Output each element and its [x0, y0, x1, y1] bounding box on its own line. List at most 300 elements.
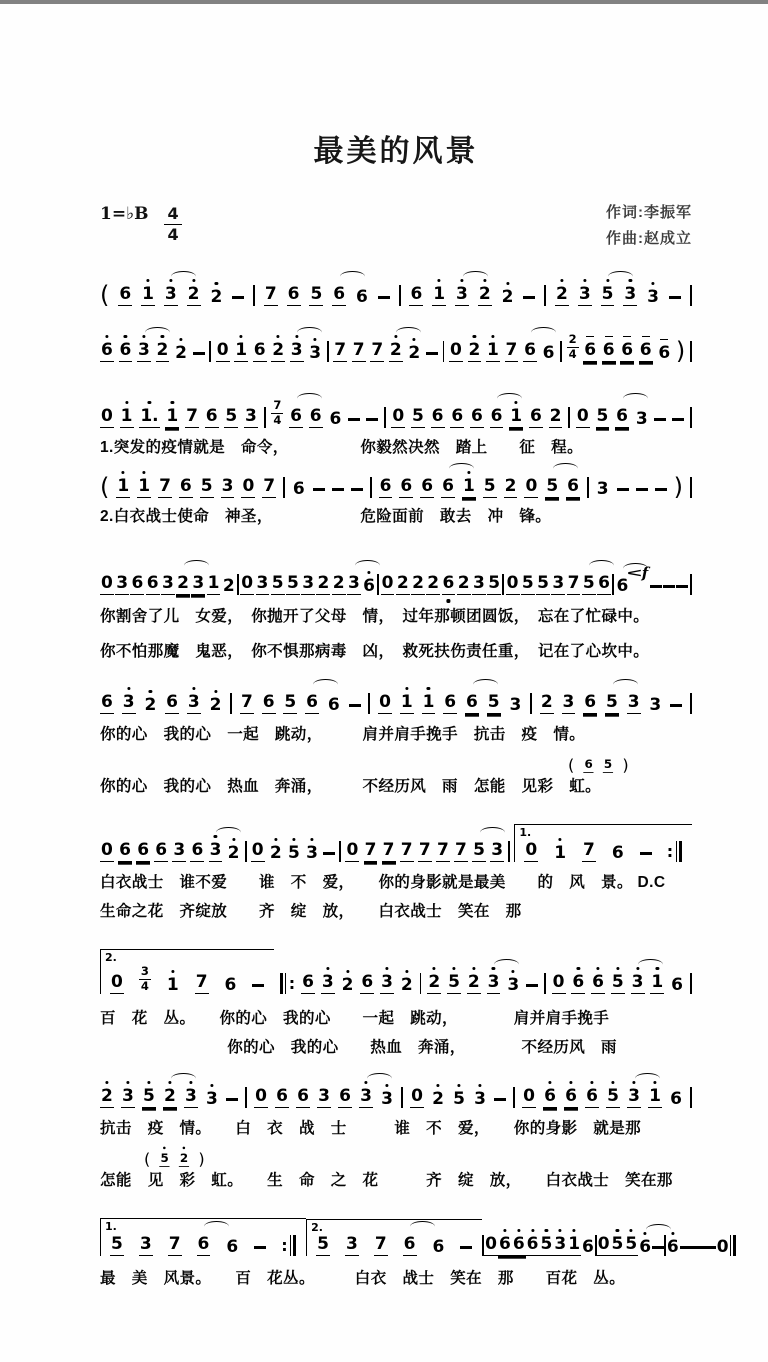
da-glyph [478, 1084, 481, 1087]
dashn-glyph [226, 1098, 238, 1100]
note-glyph: 3 [491, 839, 504, 860]
note-glyph: 6 [567, 475, 579, 496]
da-glyph [277, 335, 280, 338]
da-glyph [438, 279, 441, 282]
note-glyph: 6 [611, 842, 624, 863]
da-glyph [549, 1081, 552, 1084]
dashn-glyph [323, 852, 335, 854]
rcolon-glyph: : [288, 973, 296, 993]
dashn-glyph [640, 852, 652, 854]
note-glyph: 7 [374, 1233, 387, 1254]
note-glyph: 2 [163, 1088, 177, 1108]
da-glyph [274, 838, 277, 841]
lyrics-4a: 你的心 我的心 一起 跳动， 肩并肩手挽手 抗击 疫 情。 [100, 725, 586, 743]
ts-glyph [271, 397, 283, 427]
da-glyph [125, 401, 128, 404]
note-glyph: 6 [119, 342, 133, 362]
note-glyph: 2 [396, 572, 409, 593]
note-glyph: 5 [596, 405, 609, 426]
note-glyph: 1. [139, 408, 159, 428]
note-glyph: 7 [334, 339, 347, 360]
bar-glyph [384, 407, 386, 428]
note-glyph: 2 [389, 342, 403, 362]
fbar-glyph [290, 1235, 296, 1256]
da-glyph [503, 1229, 506, 1232]
arc-glyph [480, 827, 505, 838]
da-glyph [452, 967, 455, 970]
dashn-glyph [526, 984, 538, 986]
note-glyph: 2 [400, 977, 414, 994]
note-glyph: 7 [186, 405, 198, 426]
bar-glyph [690, 574, 692, 595]
note-glyph: 5 [284, 691, 297, 712]
da-glyph [517, 1229, 520, 1232]
note-glyph: 6 [276, 1085, 288, 1106]
note-glyph: 1 [509, 408, 523, 428]
meter-denominator: 4 [167, 224, 179, 244]
note-glyph: 0 [241, 572, 254, 593]
paren-glyph: ) [673, 472, 684, 501]
da-glyph [210, 1084, 213, 1087]
bar-glyph [443, 341, 445, 362]
note-glyph: 3 [631, 974, 645, 994]
dashn-glyph [669, 296, 681, 298]
dashn-glyph [426, 352, 438, 354]
da-glyph [570, 1081, 573, 1084]
oa-glyph [660, 339, 668, 341]
td-glyph: 4 [568, 347, 577, 361]
note-glyph: 1 [166, 977, 180, 994]
da-glyph [413, 338, 416, 341]
music-line-intro-2 [100, 316, 692, 365]
lyrics-verse1: 1.突发的疫情就是 命令， 你毅然决然 踏上 征 程。 [100, 438, 583, 456]
note-glyph: 0 [523, 1085, 536, 1106]
note-glyph: 5 [452, 1091, 466, 1108]
da-glyph [126, 1081, 129, 1084]
arc-glyph [589, 560, 614, 571]
tn-glyph: 2 [568, 331, 577, 346]
note-glyph: 3 [205, 1091, 219, 1108]
note-glyph: 2 [427, 974, 441, 994]
dashn-glyph [652, 1246, 664, 1248]
note-glyph: 5 [605, 694, 619, 714]
note-glyph: 6 [583, 342, 597, 362]
da-glyph [368, 571, 371, 574]
oa-glyph [642, 336, 650, 338]
note-glyph: 6 [615, 578, 629, 595]
note-glyph: 3 [578, 286, 592, 306]
note-glyph: 7 [352, 339, 365, 360]
arc-glyph [494, 959, 519, 970]
rep-glyph [281, 1235, 296, 1256]
note-glyph: 6 [329, 408, 342, 429]
note-glyph: 0 [597, 1233, 610, 1254]
note-glyph: 1 [553, 845, 567, 862]
note-glyph: 6 [451, 405, 464, 426]
bar-glyph [245, 841, 247, 862]
note-glyph: 3 [380, 1091, 394, 1108]
note-glyph: 3 [596, 478, 609, 499]
note-glyph: 0 [485, 1233, 497, 1254]
dashn-glyph [663, 585, 675, 587]
note-glyph: 3 [627, 691, 640, 712]
note-glyph: 3 [345, 1233, 358, 1254]
note-glyph: 5 [537, 572, 549, 593]
bar-glyph [530, 693, 532, 714]
note-glyph: 6 [302, 971, 314, 992]
vlab-glyph: 1. [519, 825, 532, 839]
note-glyph: 5 [472, 842, 486, 862]
vlab-glyph: 2. [311, 1220, 323, 1234]
note-glyph: 2 [269, 845, 283, 862]
note-glyph: 3 [221, 475, 234, 496]
key-signature [100, 200, 182, 244]
bar-glyph [587, 477, 589, 498]
lyrics-6b: 你的心 我的心 热血 奔涌， 不经历风 雨 [100, 1038, 617, 1056]
note-glyph: 3 [308, 345, 322, 362]
note-glyph: 6 [339, 1085, 351, 1106]
arc-glyph [638, 959, 663, 970]
header-row [100, 200, 692, 253]
dashn-glyph [193, 352, 205, 354]
note-glyph: 2 [504, 475, 517, 496]
note-glyph: 0 [525, 839, 538, 860]
note-glyph: 3 [139, 1233, 152, 1254]
note-glyph: 6 [253, 339, 266, 360]
da-glyph [127, 687, 130, 690]
dashn-glyph [313, 488, 325, 490]
note-glyph: 6 [542, 342, 555, 363]
note-glyph: 3 [164, 286, 178, 306]
note-glyph: 6 [571, 974, 585, 994]
dashn-glyph [232, 296, 244, 298]
cue-notes-4 [568, 748, 673, 773]
note-glyph: 2 [501, 289, 515, 306]
da-glyph [192, 687, 195, 690]
note-glyph: 5 [603, 757, 613, 771]
lyrics-6a: 百 花 丛。 你的心 我的心 一起 跳动， 肩并肩手挽手 [100, 1009, 610, 1027]
da-glyph [436, 1084, 439, 1087]
note-glyph: 3 [192, 572, 205, 593]
arc-glyph [340, 271, 365, 282]
note-glyph: 7 [364, 839, 377, 860]
note-glyph: 5 [624, 1236, 638, 1256]
note-glyph: 6 [670, 1088, 683, 1109]
note-glyph: 3 [552, 572, 565, 593]
note-glyph: 2 [540, 691, 553, 712]
dashn-glyph [670, 704, 682, 706]
note-glyph: 6 [526, 1236, 540, 1256]
note-glyph: 5 [487, 691, 500, 712]
lyricist-credit: 作词:李振军 [606, 204, 692, 221]
arc-glyph [553, 463, 578, 474]
note-glyph: 6 [292, 478, 305, 499]
note-glyph: 3 [173, 839, 186, 860]
note-glyph: 0 [525, 475, 538, 496]
dashn-glyph [351, 488, 363, 490]
dashn-glyph [672, 418, 684, 420]
bar-glyph [690, 407, 692, 428]
dashn-glyph [460, 1246, 472, 1248]
note-glyph: 6 [362, 578, 376, 595]
arc-glyph [297, 393, 322, 404]
bar-glyph [399, 285, 401, 306]
note-glyph: 2 [407, 345, 421, 362]
rcolon-glyph: : [281, 1235, 288, 1255]
dashn-glyph [654, 418, 666, 420]
lyrics-5b: 生命之花 齐绽放 齐 绽 放， 白衣战士 笑在 那 [100, 902, 522, 920]
bar-glyph [508, 841, 510, 862]
note-glyph: 6 [166, 691, 178, 712]
lyrics-4b: 你的心 我的心 热血 奔涌， 不经历风 雨 怎能 见彩 虹。 [100, 777, 602, 795]
note-glyph: 2 [227, 845, 241, 862]
lyrics-3a: 你割舍了儿 女爱， 你抛开了父母 情， 过年那顿团圆饭， 忘在了忙碌中。 [100, 607, 650, 625]
note-glyph: 5 [287, 845, 301, 862]
note-glyph: 0 [381, 572, 394, 593]
note-glyph: 3 [302, 572, 315, 593]
oa-glyph [586, 336, 594, 338]
volta-glyph [100, 949, 274, 994]
lyrics-7b: 怎能 见 彩 虹。 生 命 之 花 齐 绽 放， 白衣战士 笑在那 [100, 1171, 673, 1189]
note-glyph: 0 [450, 339, 462, 360]
dashn-glyph [494, 1098, 506, 1100]
bar-glyph [368, 693, 370, 714]
da-glyph [671, 1232, 674, 1235]
note-glyph: 1 [141, 286, 155, 306]
hf-glyph: f [641, 563, 649, 582]
note-glyph: 6 [602, 342, 616, 362]
note-glyph: 3 [209, 842, 223, 862]
note-glyph: 6 [421, 475, 434, 496]
bar-glyph [209, 341, 211, 362]
arc-glyph [297, 327, 322, 338]
bar-glyph [560, 341, 562, 362]
bar-glyph [690, 477, 692, 498]
td-glyph: 4 [273, 413, 282, 427]
note-glyph: 0 [255, 1085, 267, 1106]
composer-credit: 作曲:赵成立 [606, 230, 692, 248]
bar-glyph [253, 285, 255, 306]
note-glyph: 3 [623, 286, 637, 306]
da-glyph [124, 335, 127, 338]
arc-glyph [184, 560, 209, 571]
note-glyph: 3 [290, 342, 304, 362]
da-glyph [346, 970, 349, 973]
da-glyph [122, 471, 125, 474]
note-glyph: 2 [100, 1088, 114, 1108]
da-glyph [559, 838, 562, 841]
note-glyph: 7 [567, 572, 580, 593]
note-glyph: 1 [207, 572, 220, 593]
arc-glyph [313, 679, 338, 690]
note-glyph: 5 [111, 1233, 123, 1254]
note-glyph: 5 [611, 974, 625, 994]
bar-glyph [568, 407, 570, 428]
note-glyph: 3 [455, 286, 469, 306]
volta-glyph [306, 1219, 482, 1256]
note-glyph: 1 [422, 694, 436, 714]
lyrics-8: 最 美 风景。 百 花丛。 白衣 战士 笑在 那 百花 丛。 [100, 1269, 626, 1287]
dashn-glyph [704, 1246, 716, 1248]
arc-glyph [497, 393, 522, 404]
note-glyph: 6 [543, 1088, 557, 1108]
note-glyph: 6 [197, 1236, 211, 1256]
music-line-verse2 [100, 459, 692, 501]
note-glyph: 1 [116, 478, 130, 498]
note-glyph: 2 [478, 286, 492, 306]
note-glyph: 3 [553, 1236, 567, 1256]
note-glyph: 7 [371, 339, 384, 360]
da-glyph [433, 967, 436, 970]
note-glyph: 6 [444, 691, 457, 712]
note-glyph: 6 [361, 971, 374, 992]
da-glyph [147, 1081, 150, 1084]
da-glyph [531, 1229, 534, 1232]
da-glyph [583, 279, 586, 282]
note-glyph: 0 [576, 405, 589, 426]
bar-glyph [420, 973, 422, 994]
da-glyph [573, 1229, 576, 1232]
note-glyph: 1 [234, 342, 248, 362]
bar-glyph [370, 477, 372, 498]
da-glyph [171, 401, 174, 404]
lyrics-7a: 抗击 疫 情。 白 衣 战 士 谁 不 爱， 你的身影 就是那 [100, 1119, 642, 1137]
da-glyph [545, 1229, 548, 1232]
note-glyph: 6 [529, 405, 542, 426]
dashn-glyph [378, 296, 390, 298]
da-glyph [148, 401, 151, 404]
note-glyph: 2 [209, 697, 223, 714]
note-glyph: 5 [317, 1233, 329, 1254]
arc-glyph [396, 327, 421, 338]
bar-glyph [401, 1087, 403, 1108]
note-glyph: 0 [392, 405, 405, 426]
dashn-glyph [655, 488, 667, 490]
da-glyph [491, 335, 494, 338]
note-glyph: 6 [512, 1236, 526, 1256]
da-glyph [385, 1084, 388, 1087]
note-glyph: 2 [468, 342, 482, 362]
note-glyph: 3 [184, 1088, 198, 1108]
note-glyph: 0 [346, 839, 359, 860]
note-glyph: 5 [521, 572, 534, 593]
bar-glyph [377, 574, 379, 595]
note-glyph: 3 [161, 572, 174, 593]
note-glyph: 3 [122, 694, 136, 714]
music-line-6 [100, 931, 692, 994]
da-glyph [163, 1146, 166, 1149]
note-glyph: 0 [101, 839, 113, 860]
dashn-glyph [680, 1246, 692, 1248]
note-glyph: 2 [457, 572, 470, 593]
note-glyph: 6 [191, 839, 204, 860]
bar-glyph [690, 285, 692, 306]
note-glyph: 5 [225, 405, 238, 426]
note-glyph: 7 [455, 839, 467, 860]
note-glyph: 6 [620, 342, 634, 362]
paren-glyph: ( [144, 1149, 151, 1169]
arc-glyph [204, 1221, 229, 1232]
note-glyph: 5 [483, 475, 496, 496]
note-glyph: 2 [431, 1091, 445, 1108]
time-signature [164, 206, 181, 243]
note-glyph: 2 [222, 575, 235, 596]
note-glyph: 6 [137, 839, 150, 860]
music-line-8 [100, 1200, 729, 1257]
note-glyph: 5 [447, 974, 461, 994]
note-glyph: 6 [305, 694, 319, 714]
lt-glyph: < [626, 565, 642, 580]
note-glyph: 6 [289, 408, 303, 428]
note-glyph: 5 [488, 572, 501, 593]
da-glyph [183, 1146, 186, 1149]
note-glyph: 5 [142, 1088, 156, 1108]
da-glyph [405, 970, 408, 973]
note-glyph: 2 [467, 974, 481, 994]
bar-glyph [544, 973, 546, 994]
paren-glyph: ( [568, 755, 575, 775]
bar-glyph [327, 341, 329, 362]
dashn-glyph [676, 585, 688, 587]
bar-glyph [612, 574, 614, 595]
music-line-intro-1 [100, 267, 692, 309]
oa-glyph [623, 336, 631, 338]
note-glyph: 6 [666, 1239, 680, 1256]
note-glyph: 6 [179, 475, 192, 496]
dashn-glyph [650, 585, 662, 587]
note-glyph: 3 [649, 694, 662, 715]
sheet-music-page [0, 126, 768, 1288]
da-glyph [214, 690, 217, 693]
bar-glyph [264, 407, 266, 428]
tn-glyph: 3 [140, 963, 149, 978]
note-glyph: 7 [168, 1233, 181, 1254]
credits [606, 200, 692, 253]
note-glyph: 2 [143, 697, 157, 714]
arc-glyph [410, 1221, 435, 1232]
note-glyph: 5 [606, 1088, 620, 1108]
note-glyph: 3 [245, 405, 257, 426]
note-glyph: 2 [549, 405, 562, 426]
note-glyph: 3 [359, 1088, 373, 1108]
da-glyph [143, 471, 146, 474]
da-glyph [560, 279, 563, 282]
da-glyph [314, 338, 317, 341]
note-glyph: 2 [179, 1152, 189, 1166]
note-glyph: 5 [582, 575, 596, 595]
music-line-3 [100, 546, 692, 595]
note-glyph: 2 [555, 286, 569, 306]
note-glyph: 0 [379, 691, 391, 712]
note-glyph: 6 [226, 1236, 239, 1257]
note-glyph: 6 [615, 408, 629, 428]
rep-glyph [667, 841, 682, 862]
note-glyph: 6 [119, 283, 132, 304]
da-glyph [512, 970, 515, 973]
dashn-glyph [692, 1246, 704, 1248]
note-glyph: 2 [209, 289, 223, 306]
da-glyph [612, 1081, 615, 1084]
note-glyph: 5 [545, 478, 559, 498]
note-glyph: 6 [671, 974, 684, 995]
music-line-4 [100, 675, 692, 714]
arc-glyph [473, 679, 498, 690]
da-glyph [616, 967, 619, 970]
bar-glyph [513, 1087, 515, 1108]
note-glyph: 6 [465, 694, 479, 714]
da-glyph [506, 282, 509, 285]
paren-glyph: ( [100, 280, 110, 309]
